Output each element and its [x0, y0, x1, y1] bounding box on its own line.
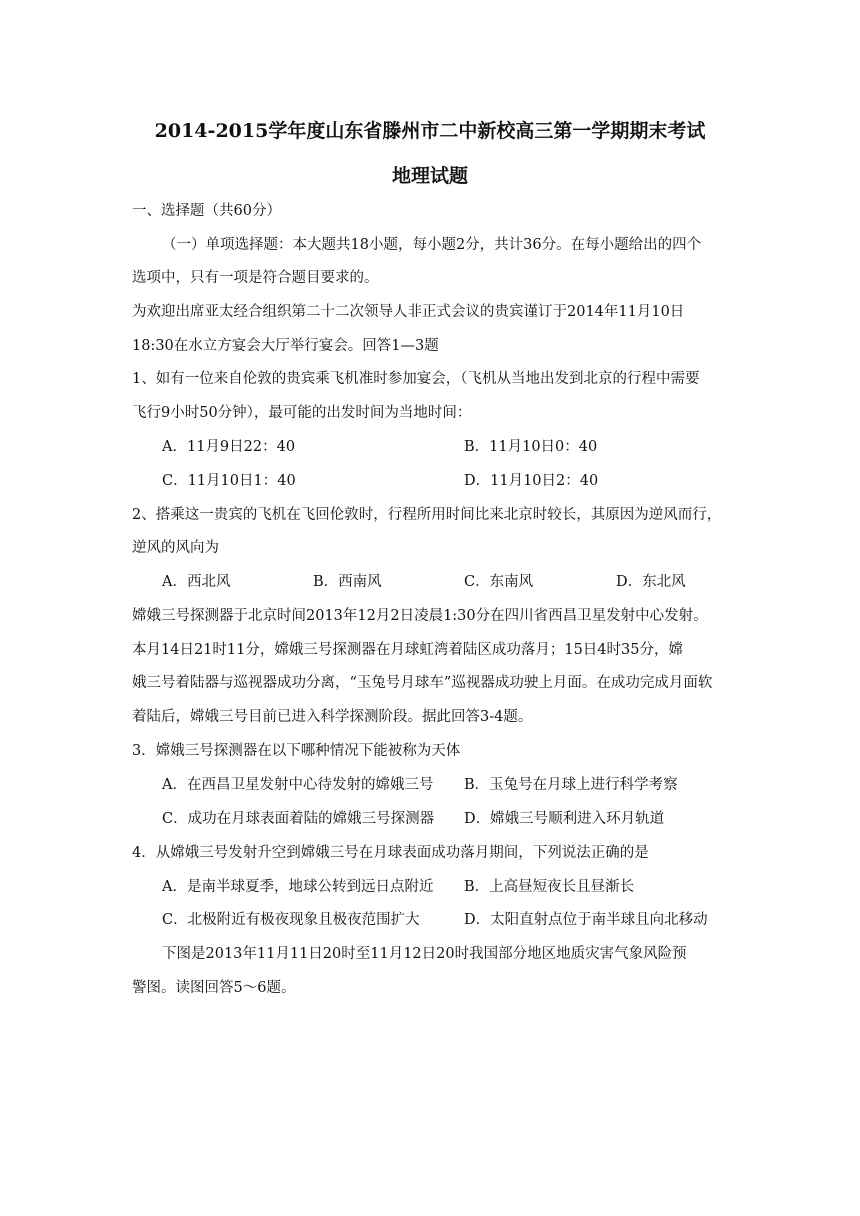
passage2-line4: 着陆后，嫦娥三号目前已进入科学探测阶段。据此回答3-4题。: [132, 709, 533, 725]
section-instruction-line1: （一）单项选择题：本大题共18小题，每小题2分，共计36分。在每小题给出的四个: [162, 237, 702, 253]
passage3-line1: 下图是2013年11月11日20时至11月12日20时我国部分地区地质灾害气象风险预: [162, 946, 687, 962]
section-instruction-line2: 选项中，只有一项是符合题目要求的。: [132, 270, 379, 286]
q2-option-c: C．东南风: [464, 574, 534, 590]
q4-option-a: A．是南半球夏季，地球公转到远日点附近: [162, 879, 434, 895]
q2-stem-line1: 2、搭乘这一贵宾的飞机在飞回伦敦时，行程所用时间比来北京时较长，其原因为逆风而行，: [132, 507, 722, 523]
passage2-line1: 嫦娥三号探测器于北京时间2013年12月2日凌晨1:30分在四川省西昌卫星发射中心发射。: [132, 608, 708, 624]
q1-stem-line1: 1、如有一位来自伦敦的贵宾乘飞机准时参加宴会，（飞机从当地出发到北京的行程中需要: [132, 371, 700, 387]
passage2-line2: 本月14日21时11分，嫦娥三号探测器在月球虹湾着陆区成功落月；15日4时35分，嫦: [132, 642, 683, 658]
exam-subtitle: 地理试题: [391, 165, 468, 187]
q1-option-c: C．11月10日1：40: [162, 473, 296, 489]
q3-option-a: A．在西昌卫星发射中心待发射的嫦娥三号: [162, 777, 434, 793]
section-heading: 一、选择题（共60分）: [132, 203, 281, 219]
q2-option-b: B．西南风: [313, 574, 382, 590]
q4-option-c: C．北极附近有极夜现象且极夜范围扩大: [162, 912, 420, 928]
q4-option-d: D．太阳直射点位于南半球且向北移动: [464, 912, 708, 928]
q1-option-a: A．11月9日22：40: [162, 439, 296, 455]
passage1-line2: 18:30在水立方宴会大厅举行宴会。回答1—3题: [132, 338, 439, 354]
exam-title: 2014-2015学年度山东省滕州市二中新校高三第一学期期末考试: [154, 120, 706, 142]
passage3-line2: 警图。读图回答5～6题。: [132, 980, 296, 996]
q3-option-b: B．玉兔号在月球上进行科学考察: [464, 777, 678, 793]
q3-stem: 3．嫦娥三号探测器在以下哪种情况下能被称为天体: [132, 743, 461, 759]
passage1-line1: 为欢迎出席亚太经合组织第二十二次领导人非正式会议的贵宾谨订于2014年11月10日: [132, 304, 685, 320]
passage2-line3: 娥三号着陆器与巡视器成功分离，“玉兔号月球车”巡视器成功驶上月面。在成功完成月面软: [132, 675, 713, 691]
q4-option-b: B．上高昼短夜长且昼渐长: [464, 879, 635, 895]
q2-option-a: A．西北风: [162, 574, 231, 590]
q1-option-b: B．11月10日0：40: [464, 439, 598, 455]
q3-option-d: D．嫦娥三号顺利进入环月轨道: [464, 811, 665, 827]
q2-stem-line2: 逆风的风向为: [132, 540, 219, 556]
q1-stem-line2: 飞行9小时50分钟），最可能的出发时间为当地时间：: [132, 405, 472, 421]
q1-option-d: D．11月10日2：40: [464, 473, 599, 489]
q3-option-c: C．成功在月球表面着陆的嫦娥三号探测器: [162, 811, 435, 827]
q4-stem: 4．从嫦娥三号发射升空到嫦娥三号在月球表面成功落月期间，下列说法正确的是: [132, 845, 649, 861]
q2-option-d: D．东北风: [616, 574, 686, 590]
